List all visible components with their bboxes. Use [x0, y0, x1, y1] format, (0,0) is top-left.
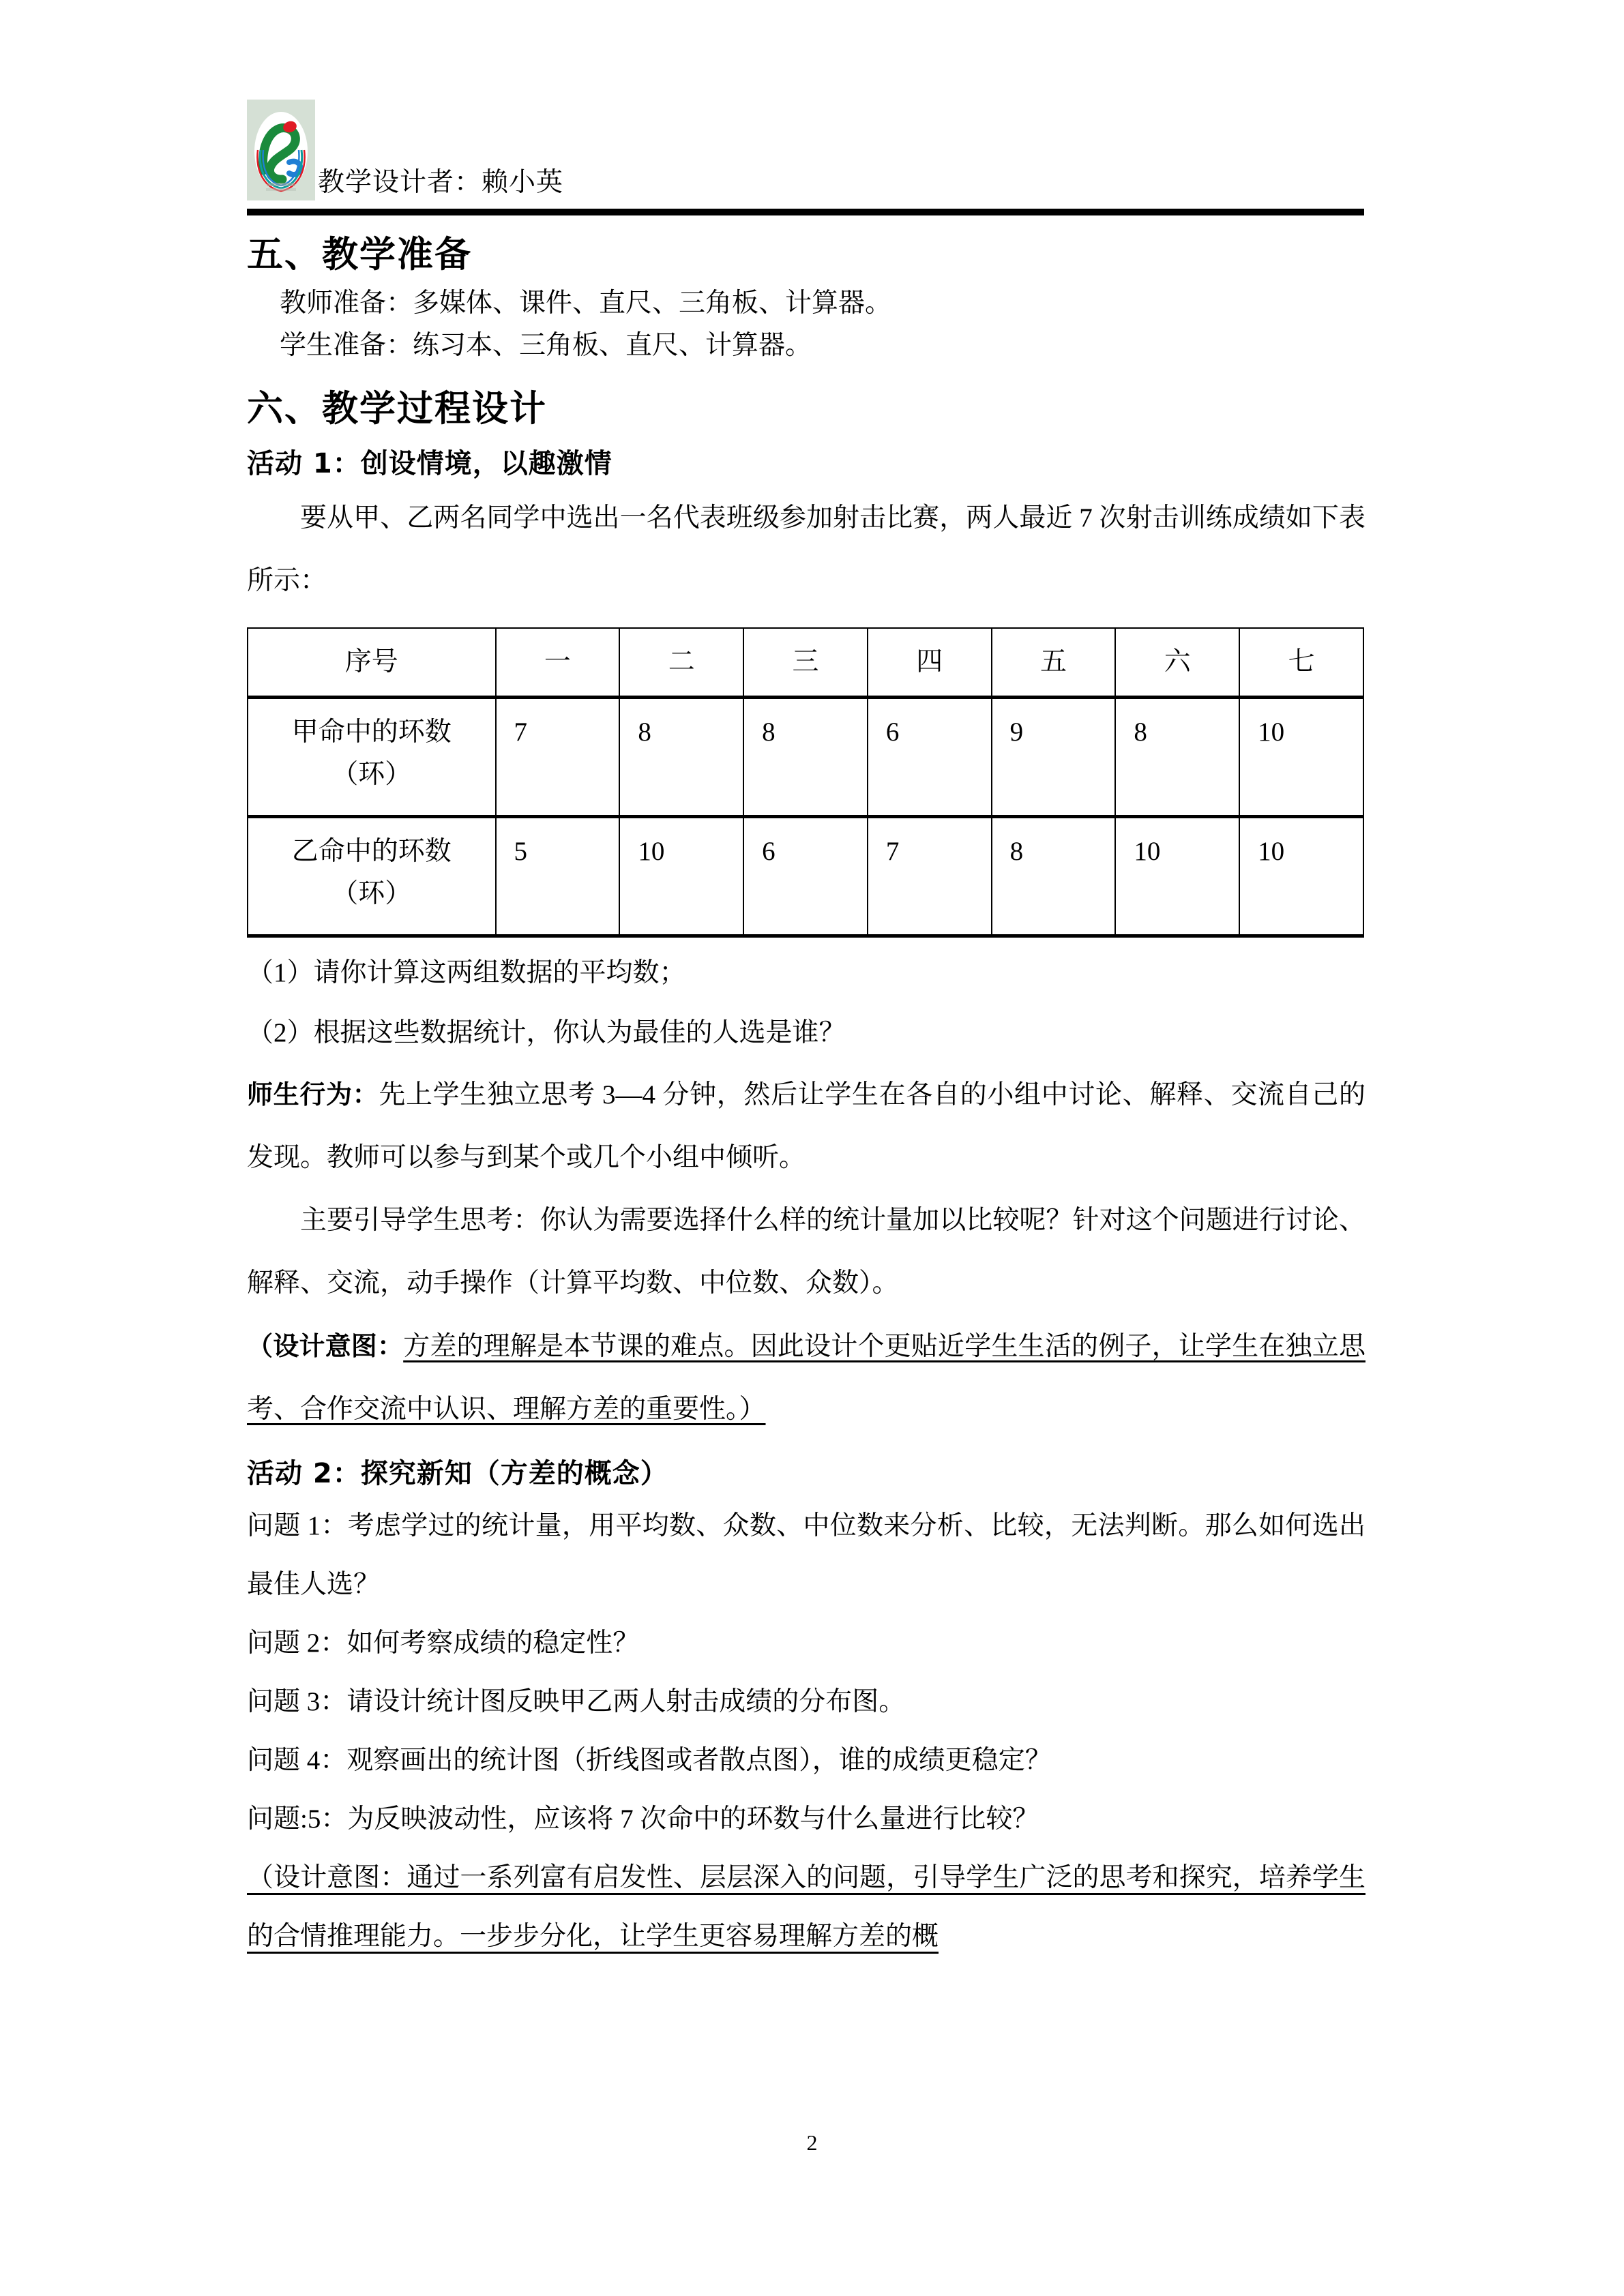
table-header-row: [248, 628, 1363, 698]
activity-2-question-3: 问题 3：请设计统计图反映甲乙两人射击成绩的分布图。: [247, 1687, 906, 1716]
activity-2-question-4: 问题 4：观察画出的统计图（折线图或者散点图），谁的成绩更稳定？: [247, 1746, 1052, 1775]
guiding-thought-paragraph: 主要引导学生思考：你认为需要选择什么样的统计量加以比较呢？针对这个问题进行讨论、解释、交流，动手操作（计算平均数、中位数、众数）。: [247, 1206, 1365, 1298]
activity-1-question-2: （2）根据这些数据统计，你认为最佳的人选是谁？: [247, 1018, 846, 1047]
activity-2-question-2: 问题 2：如何考察成绩的稳定性？: [247, 1628, 640, 1658]
activity-1-heading: 活动 1：创设情境，以趣激情: [247, 448, 612, 479]
behavior-text: 先上学生独立思考 3—4 分钟，然后让学生在各自的小组中讨论、解释、交流自己的发现。教师可以参与到某个或几个小组中倾听。: [247, 1080, 1365, 1172]
cell-yi-5: 8: [992, 817, 1116, 936]
cell-jia-2: 8: [619, 698, 743, 817]
header-cell-index: 序号: [248, 628, 496, 698]
header-cell-6: 六: [1115, 628, 1239, 698]
row-label-jia-unit: （环）: [331, 760, 412, 789]
cell-jia-1: 7: [496, 698, 620, 817]
page-header: [247, 104, 1365, 213]
page-number: 2: [806, 2130, 818, 2155]
design-intent-2: （设计意图：通过一系列富有启发性、层层深入的问题，引导学生广泛的思考和探究，培养学生的合情推理能力。一步步分化，让学生更容易理解方差的概: [247, 1863, 1365, 1951]
activity-1-question-1: （1）请你计算这两组数据的平均数；: [247, 958, 686, 987]
section-heading-preparation: 五、教学准备: [247, 234, 472, 275]
section-heading-process: 六、教学过程设计: [247, 388, 547, 430]
header-cell-2: 二: [619, 628, 743, 698]
header-divider: [247, 209, 1364, 215]
teacher-student-behavior: [247, 1063, 1365, 1189]
header-cell-3: 三: [743, 628, 868, 698]
header-cell-5: 五: [992, 628, 1116, 698]
student-preparation-line: 学生准备：练习本、三角板、直尺、计算器。: [280, 331, 812, 360]
cell-jia-7: 10: [1239, 698, 1363, 817]
cell-jia-6: 8: [1115, 698, 1239, 817]
row-label-jia-name: 甲命中的环数: [291, 717, 452, 747]
design-intent-1-prefix: （设计意图：: [247, 1331, 404, 1361]
design-intent-1: [247, 1315, 1365, 1441]
cell-jia-5: 9: [992, 698, 1116, 817]
activity-2-heading: 活动 2：探究新知（方差的概念）: [247, 1458, 668, 1489]
row-label-jia: [248, 698, 496, 817]
page-content: [247, 0, 1365, 1966]
table-row-yi: [248, 817, 1363, 936]
activity-2-question-1: 问题 1：考虑学过的统计量，用平均数、众数、中位数来分析、比较，无法判断。那么如何选出最佳人选？: [247, 1511, 1365, 1599]
activity-2-question-5: 问题:5：为反映波动性，应该将 7 次命中的环数与什么量进行比较？: [247, 1804, 1039, 1834]
cell-yi-3: 6: [743, 817, 868, 936]
school-logo-icon: [247, 100, 315, 200]
teacher-preparation-line: 教师准备：多媒体、课件、直尺、三角板、计算器。: [280, 288, 892, 318]
cell-yi-7: 10: [1239, 817, 1363, 936]
design-intent-1-text: 方差的理解是本节课的难点。因此设计个更贴近学生生活的例子，让学生在独立思考、合作交流中认识、理解方差的重要性。）: [247, 1332, 1365, 1424]
cell-yi-2: 10: [619, 817, 743, 936]
activity-1-intro: 要从甲、乙两名同学中选出一名代表班级参加射击比赛，两人最近 7 次射击训练成绩如下表所示：: [247, 503, 1365, 595]
row-label-yi-unit: （环）: [331, 879, 412, 908]
cell-jia-3: 8: [743, 698, 868, 817]
cell-yi-6: 10: [1115, 817, 1239, 936]
cell-yi-1: 5: [496, 817, 620, 936]
row-label-yi-name: 乙命中的环数: [291, 837, 452, 866]
table-row-jia: [248, 698, 1363, 817]
header-cell-7: 七: [1239, 628, 1363, 698]
header-cell-1: 一: [496, 628, 620, 698]
behavior-label: 师生行为：: [247, 1079, 379, 1109]
header-cell-4: 四: [868, 628, 992, 698]
row-label-yi: [248, 817, 496, 936]
designer-label: 教学设计者：赖小英: [318, 168, 564, 197]
shooting-scores-table: [247, 627, 1364, 938]
cell-jia-4: 6: [868, 698, 992, 817]
cell-yi-4: 7: [868, 817, 992, 936]
